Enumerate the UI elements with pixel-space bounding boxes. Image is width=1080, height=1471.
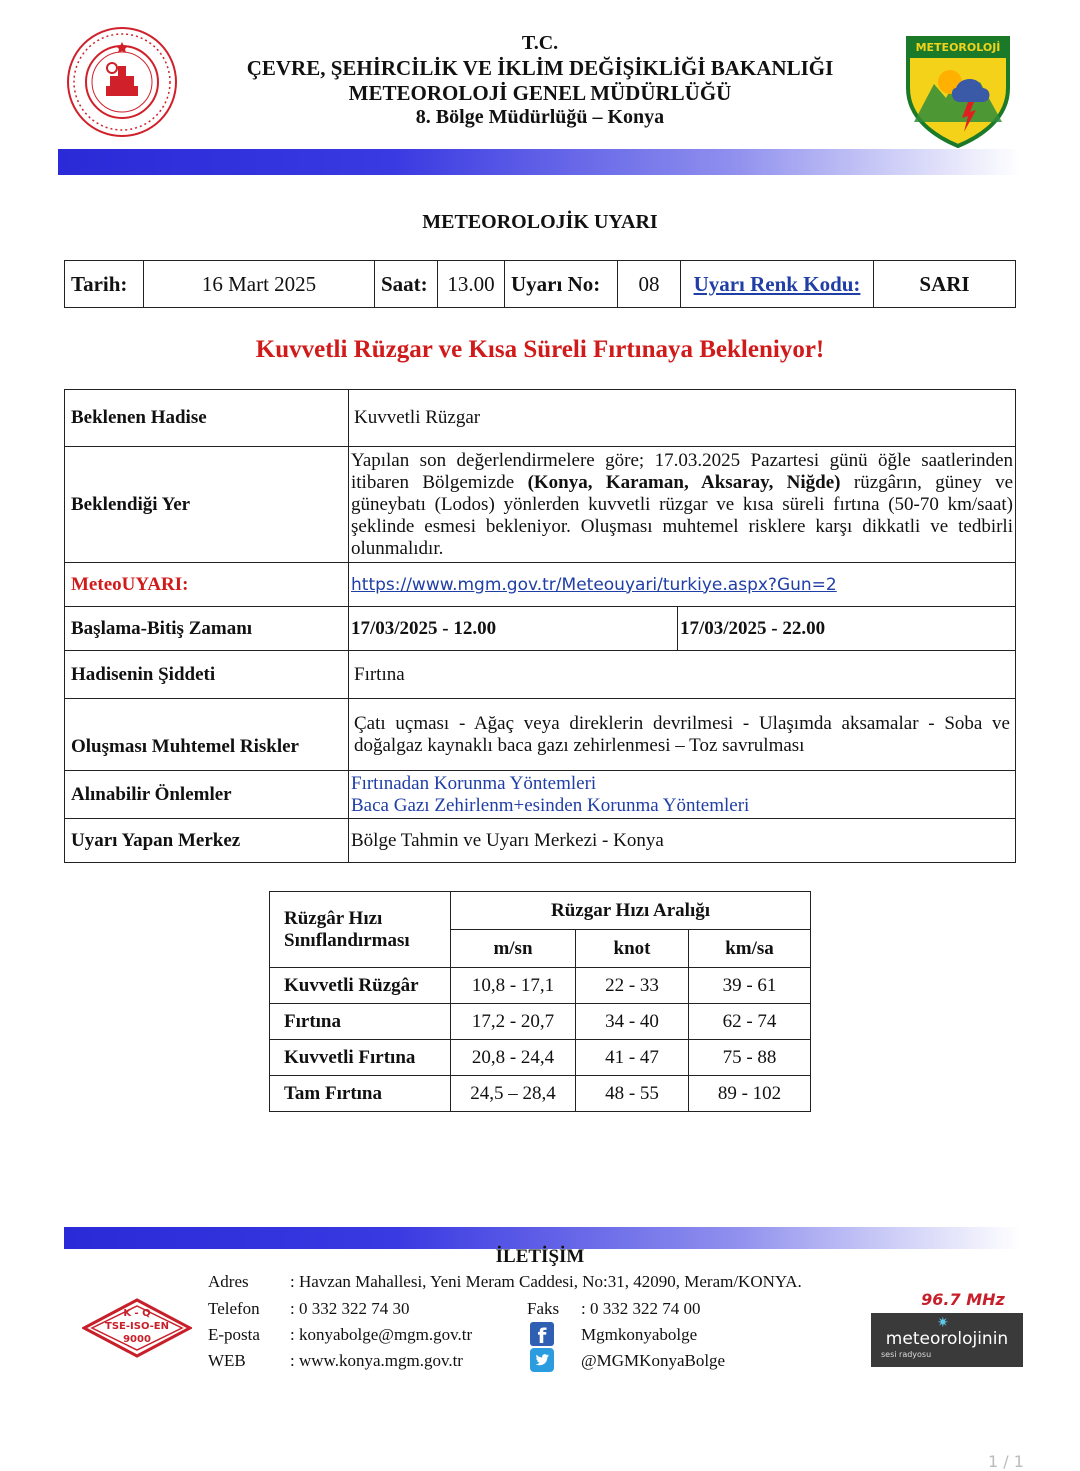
row-kmh: 75 - 88 [689, 1040, 811, 1076]
facebook-icon[interactable]: f [530, 1322, 554, 1346]
warning-no-label: Uyarı No: [505, 261, 618, 308]
row-knot: 48 - 55 [576, 1076, 689, 1112]
unit-kmh-header: km/sa [689, 930, 811, 968]
meteoroloji-logo [906, 36, 1010, 148]
header-tc: T.C. [521, 32, 559, 54]
measures-value [349, 771, 1016, 819]
radio-subtitle: sesi radyosu [881, 1350, 932, 1359]
wind-range-header: Rüzgar Hızı Aralığı [451, 892, 811, 930]
document-title: METEOROLOJİK UYARI [422, 211, 658, 233]
row-knot: 22 - 33 [576, 968, 689, 1004]
time-label: Saat: [375, 261, 438, 308]
time-range-label: Başlama-Bitiş Zamanı [65, 607, 349, 651]
table-row [270, 1040, 811, 1076]
logo-text: METEOROLOJİ [915, 41, 1001, 54]
cert-line-2: TSE-ISO-EN [105, 1321, 169, 1332]
header-ministry: ÇEVRE, ŞEHİRCİLİK VE İKLİM DEĞİŞİKLİĞİ BAKANLIĞI [246, 56, 834, 80]
header-bar [58, 149, 1020, 175]
time-value: 13.00 [438, 261, 505, 308]
warning-details-table [64, 389, 1016, 863]
twitter-icon[interactable] [530, 1348, 554, 1372]
risks-label: Oluşması Muhtemel Riskler [65, 699, 349, 771]
wind-class-header-line1: Rüzgâr Hızı [284, 907, 383, 929]
contact-title: İLETİŞİM [495, 1246, 585, 1267]
row-name: Kuvvetli Fırtına [270, 1040, 451, 1076]
unit-ms-header: m/sn [451, 930, 576, 968]
place-label: Beklendiği Yer [65, 447, 349, 563]
measure-link-storm[interactable]: Fırtınadan Korunma Yöntemleri [351, 772, 597, 794]
row-name: Kuvvetli Rüzgâr [270, 968, 451, 1004]
measure-link-chimney-gas[interactable]: Baca Gazı Zehirlenm+esinden Korunma Yöntemleri [351, 794, 750, 816]
row-name: Fırtına [270, 1004, 451, 1040]
start-time: 17/03/2025 - 12.00 [349, 607, 678, 651]
row-name: Tam Fırtına [270, 1076, 451, 1112]
fax-value: : 0 332 322 74 00 [581, 1299, 701, 1318]
meteouyari-link[interactable]: https://www.mgm.gov.tr/Meteouyari/turkiye.aspx?Gun=2 [351, 574, 837, 595]
email-value[interactable]: : konyabolge@mgm.gov.tr [290, 1325, 473, 1344]
iso-cert-badge [82, 1298, 192, 1358]
unit-knot-header: knot [576, 930, 689, 968]
address-label: Adres [208, 1272, 249, 1291]
row-kmh: 89 - 102 [689, 1076, 811, 1112]
twitter-handle[interactable]: @MGMKonyaBolge [581, 1351, 726, 1370]
radio-frequency: 96.7 MHz [921, 1290, 1005, 1309]
place-provinces: (Konya, Karaman, Aksaray, Niğde) [527, 471, 841, 493]
table-row [270, 968, 811, 1004]
severity-label: Hadisenin Şiddeti [65, 651, 349, 699]
measures-label: Alınabilir Önlemler [65, 771, 349, 819]
phone-label: Telefon [208, 1299, 260, 1318]
page-number: 1 / 1 [988, 1452, 1024, 1471]
place-text-2: rüzgârın, güney ve güneybatı (Lodos) yönlerden kuvvetli rüzgar ve kısa süreli fırtına (50-70 km/saat) şeklinde esmesi bekleniyor. Oluşması muhtemel risklere karşı dikkatli ve tedbirli olunmalıdır. [351, 471, 1014, 559]
row-kmh: 62 - 74 [689, 1004, 811, 1040]
end-time: 17/03/2025 - 22.00 [678, 607, 1016, 651]
radio-name: meteorolojinin [885, 1329, 1009, 1349]
event-value: Kuvvetli Rüzgar [349, 390, 1016, 447]
table-row [270, 1004, 811, 1040]
event-label: Beklenen Hadise [65, 390, 349, 447]
header-directorate: METEOROLOJİ GENEL MÜDÜRLÜĞÜ [348, 81, 732, 105]
address-value: : Havzan Mahallesi, Yeni Meram Caddesi, No:31, 42090, Meram/KONYA. [290, 1272, 802, 1291]
severity-value: Fırtına [349, 651, 1016, 699]
cert-line-3: 9000 [123, 1334, 151, 1345]
radio-logo [871, 1313, 1023, 1367]
meteouyari-label: MeteoUYARI: [65, 563, 349, 607]
row-ms: 17,2 - 20,7 [451, 1004, 576, 1040]
place-value [349, 447, 1016, 563]
header-region: 8. Bölge Müdürlüğü – Konya [415, 106, 665, 128]
web-value[interactable]: : www.konya.mgm.gov.tr [290, 1351, 463, 1370]
wind-class-header [270, 892, 451, 968]
table-row [270, 1076, 811, 1112]
row-ms: 10,8 - 17,1 [451, 968, 576, 1004]
radio-star-icon: ✷ [937, 1316, 949, 1331]
risks-value: Çatı uçması - Ağaç veya direklerin devrilmesi - Ulaşımda aksamalar - Soba ve doğalgaz kaynaklı baca gazı zehirlenmesi – Toz savrulması [349, 699, 1016, 771]
date-label: Tarih: [65, 261, 144, 308]
row-knot: 41 - 47 [576, 1040, 689, 1076]
row-ms: 24,5 – 28,4 [451, 1076, 576, 1112]
row-ms: 20,8 - 24,4 [451, 1040, 576, 1076]
wind-class-header-line2: Sınıflandırması [284, 929, 410, 951]
warning-no-value: 08 [618, 261, 681, 308]
row-knot: 34 - 40 [576, 1004, 689, 1040]
wind-speed-table [269, 891, 811, 1112]
color-code-value: SARI [874, 261, 1016, 308]
web-label: WEB [208, 1351, 246, 1370]
fax-label: Faks [527, 1299, 560, 1318]
phone-value: : 0 332 322 74 30 [290, 1299, 410, 1318]
warning-headline: Kuvvetli Rüzgar ve Kısa Süreli Fırtınaya Bekleniyor! [255, 336, 825, 363]
place-text-1: Yapılan son değerlendirmelere göre; 17.03.2025 Pazartesi günü öğle saatlerinden itibaren Bölgemizde [351, 449, 1013, 493]
center-value: Bölge Tahmin ve Uyarı Merkezi - Konya [349, 819, 1016, 863]
warning-info-table [64, 260, 1016, 308]
facebook-handle[interactable]: Mgmkonyabolge [581, 1325, 698, 1344]
date-value: 16 Mart 2025 [144, 261, 375, 308]
email-label: E-posta [208, 1325, 260, 1344]
center-label: Uyarı Yapan Merkez [65, 819, 349, 863]
cert-line-1: K - Q [123, 1308, 151, 1319]
color-code-link[interactable]: Uyarı Renk Kodu: [693, 271, 861, 296]
row-kmh: 39 - 61 [689, 968, 811, 1004]
